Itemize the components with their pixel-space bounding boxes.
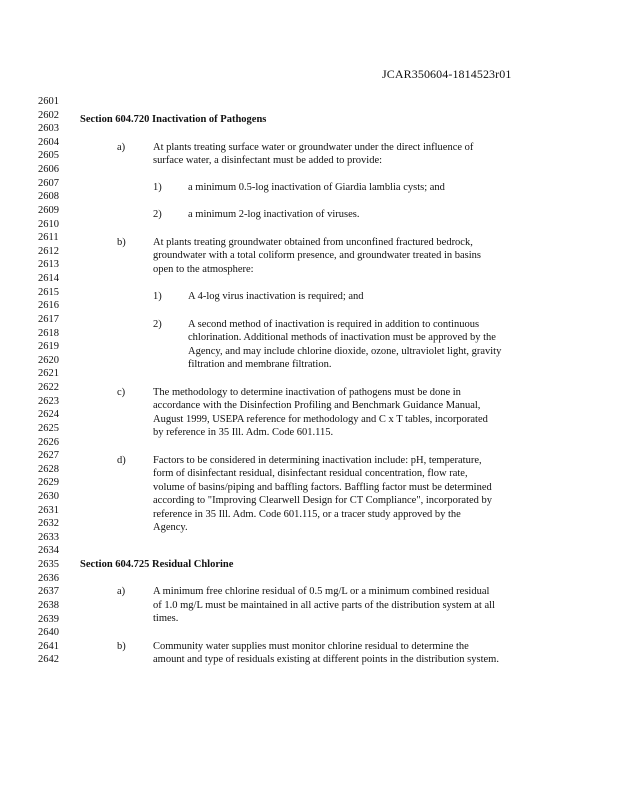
line-number: 2626 (38, 436, 59, 448)
line-number: 2641 (38, 640, 59, 652)
line-number: 2630 (38, 490, 59, 502)
line-number: 2620 (38, 354, 59, 366)
para-d-line-1: Factors to be considered in determining inactivation include: pH, temperature, (153, 455, 482, 466)
line-number: 2621 (38, 368, 59, 380)
para-c-marker: c) (117, 387, 126, 398)
line-number: 2602 (38, 109, 59, 121)
para-b-item-2-line-1: A second method of inactivation is required in addition to continuous (188, 319, 480, 330)
para-f-line-1: Community water supplies must monitor chlorine residual to determine the (153, 641, 469, 652)
para-a-item-2-marker: 2) (153, 209, 162, 220)
line-number: 2603 (38, 123, 59, 135)
line-number: 2604 (38, 136, 59, 148)
line-number: 2642 (38, 654, 59, 666)
line-number: 2636 (38, 572, 59, 584)
para-d-line-6: Agency. (153, 522, 188, 533)
para-b-item-1-text: A 4-log virus inactivation is required; and (188, 291, 364, 302)
line-number: 2606 (38, 164, 59, 176)
line-number: 2635 (38, 559, 59, 571)
para-a-item-2-text: a minimum 2-log inactivation of viruses. (188, 209, 360, 220)
para-b-line-3: open to the atmosphere: (153, 264, 254, 275)
line-number: 2637 (38, 586, 59, 598)
para-b-line-2: groundwater with a total coliform presence, and groundwater treated in basins (153, 250, 482, 261)
para-b-item-2-marker: 2) (153, 319, 162, 330)
line-number: 2608 (38, 191, 59, 203)
para-b-item-2-line-4: filtration and membrane filtration. (188, 359, 332, 370)
para-c-line-1: The methodology to determine inactivation of pathogens must be done in (153, 387, 461, 398)
line-number: 2633 (38, 531, 59, 543)
para-d-marker: d) (117, 455, 126, 466)
line-number: 2623 (38, 395, 59, 407)
line-number: 2607 (38, 177, 59, 189)
para-e-line-1: A minimum free chlorine residual of 0.5 mg/L or a minimum combined residual (153, 586, 490, 597)
line-number: 2616 (38, 300, 59, 312)
para-b-line-1: At plants treating groundwater obtained from unconfined fractured bedrock, (153, 237, 473, 248)
para-f-marker: b) (117, 641, 126, 652)
line-number: 2618 (38, 327, 59, 339)
para-d-line-2: form of disinfectant residual, disinfectant residual concentration, flow rate, (153, 468, 468, 479)
para-f-line-2: amount and type of residuals existing at different points in the distribution system. (153, 654, 499, 665)
para-e-marker: a) (117, 586, 126, 597)
para-a-item-1-text: a minimum 0.5-log inactivation of Giardia lamblia cysts; and (188, 182, 445, 193)
line-number: 2609 (38, 204, 59, 216)
line-number: 2632 (38, 518, 59, 530)
line-number: 2617 (38, 313, 59, 325)
para-a-line-1: At plants treating surface water or groundwater under the direct influence of (153, 142, 474, 153)
para-b-item-1-marker: 1) (153, 291, 162, 302)
line-number: 2629 (38, 477, 59, 489)
line-number: 2622 (38, 382, 59, 394)
line-number: 2640 (38, 627, 59, 639)
line-number: 2614 (38, 273, 59, 285)
para-c-line-4: by reference in 35 Ill. Adm. Code 601.115. (153, 427, 334, 438)
para-b-marker: b) (117, 237, 126, 248)
para-c-line-3: August 1999, USEPA reference for methodology and C x T tables, incorporated (153, 414, 488, 425)
para-a-item-1-marker: 1) (153, 182, 162, 193)
line-number: 2613 (38, 259, 59, 271)
para-a-marker: a) (117, 142, 126, 153)
document-code: JCAR350604-1814523r01 (382, 67, 512, 81)
para-a-line-2: surface water, a disinfectant must be added to provide: (153, 155, 383, 166)
line-number: 2638 (38, 599, 59, 611)
line-number: 2639 (38, 613, 59, 625)
para-d-line-3: volume of basins/piping and baffling factors. Baffling factor must be determined (153, 482, 492, 493)
section-heading-inactivation: Section 604.720 Inactivation of Pathogens (80, 114, 267, 125)
para-b-item-2-line-3: Agency, and may include chlorine dioxide, ozone, ultraviolet light, gravity (188, 346, 502, 357)
line-number: 2615 (38, 286, 59, 298)
line-number: 2619 (38, 341, 59, 353)
para-c-line-2: accordance with the Disinfection Profiling and Benchmark Guidance Manual, (153, 400, 481, 411)
line-number: 2627 (38, 450, 59, 462)
line-number: 2605 (38, 150, 59, 162)
para-d-line-4: according to "Improving Clearwell Design for CT Compliance", incorporated by (153, 495, 493, 506)
line-number: 2624 (38, 409, 59, 421)
para-e-line-2: of 1.0 mg/L must be maintained in all active parts of the distribution system at all (153, 600, 495, 611)
para-b-item-2-line-2: chlorination. Additional methods of inactivation must be approved by the (188, 332, 496, 343)
line-number: 2628 (38, 463, 59, 475)
para-d-line-5: reference in 35 Ill. Adm. Code 601.115, or a tracer study approved by the (153, 509, 461, 520)
line-number: 2610 (38, 218, 59, 230)
line-number: 2634 (38, 545, 59, 557)
line-number: 2612 (38, 245, 59, 257)
para-e-line-3: times. (153, 613, 179, 624)
line-number: 2611 (38, 232, 59, 244)
section-heading-residual-chlorine: Section 604.725 Residual Chlorine (80, 559, 234, 570)
line-number: 2625 (38, 422, 59, 434)
line-number: 2631 (38, 504, 59, 516)
line-number: 2601 (38, 96, 59, 107)
